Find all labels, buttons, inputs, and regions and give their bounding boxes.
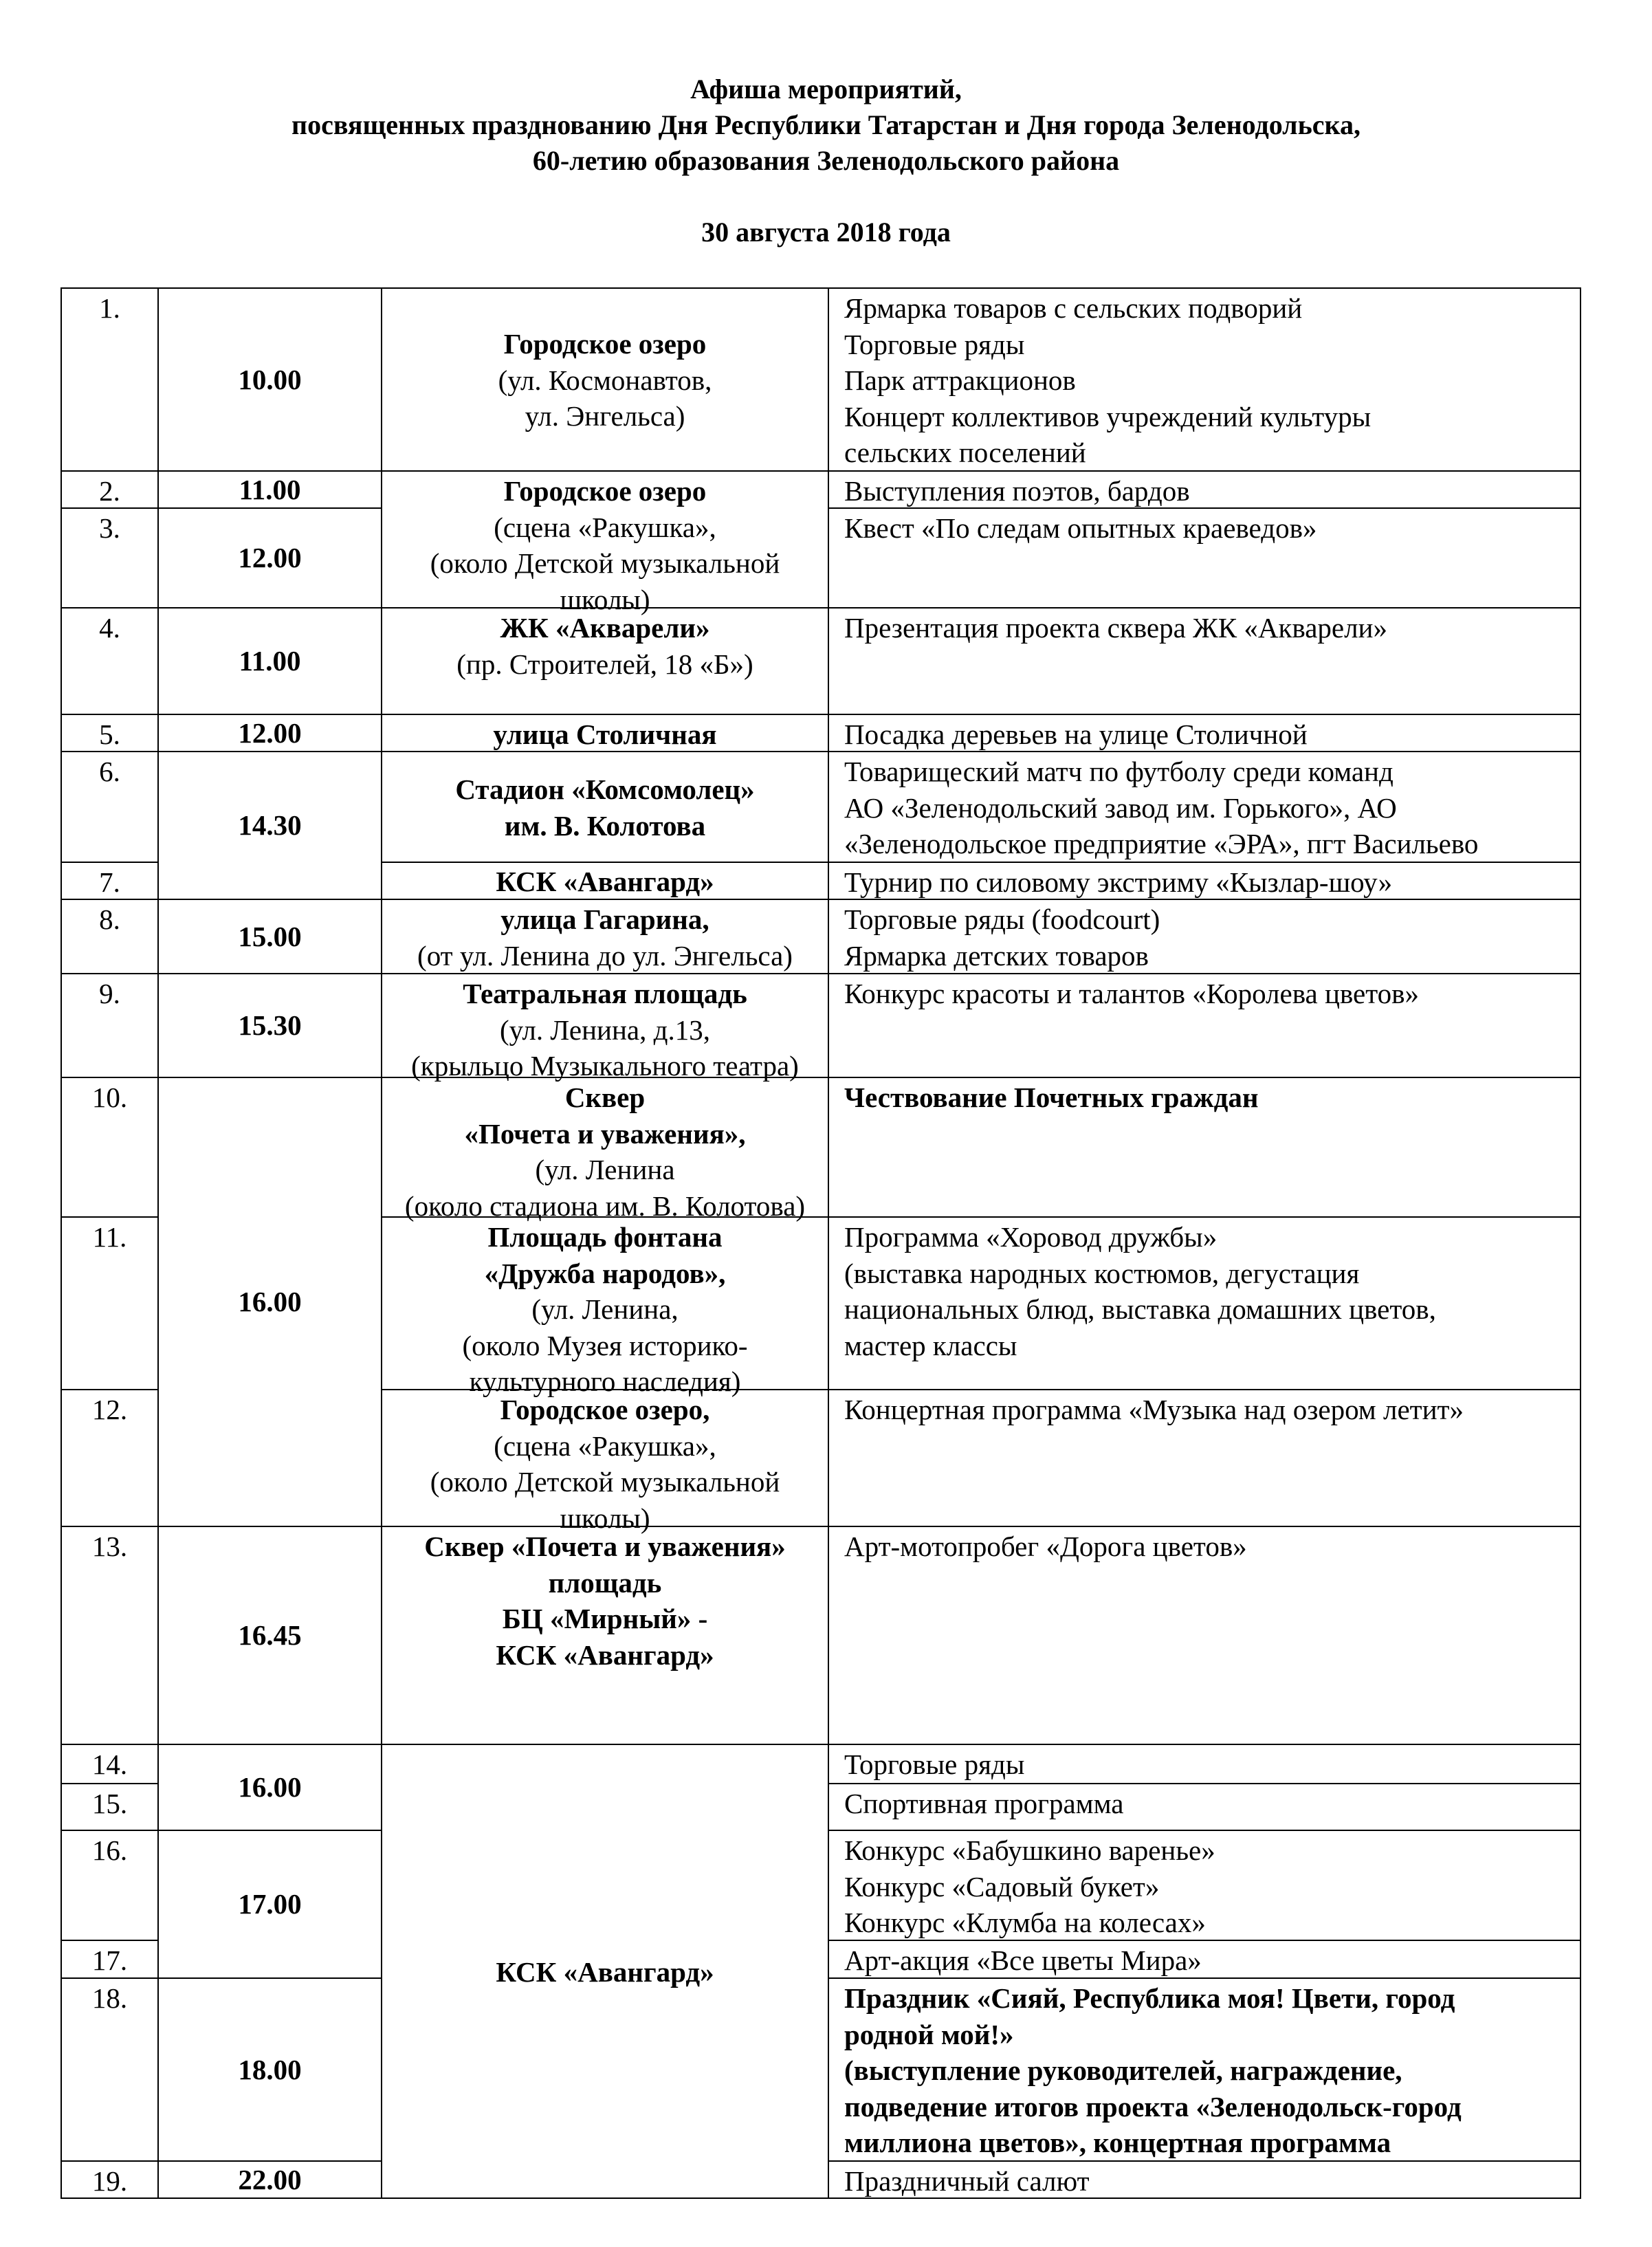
event-time: 15.30 (238, 1009, 302, 1042)
venue-address: (около Детской музыкальной (430, 1466, 780, 1498)
event-description: миллиона цветов», концертная программа (844, 2127, 1391, 2158)
event-description: Ярмарка товаров с сельских подворий (844, 292, 1303, 324)
venue-cell (381, 470, 829, 615)
venue-name: Городское озеро (503, 475, 707, 507)
event-description: (выступление руководителей, награждение, (844, 2054, 1402, 2086)
venue-address: школы) (560, 583, 650, 615)
event-description: Парк аттракционов (844, 364, 1076, 396)
venue-address: (от ул. Ленина до ул. Энгельса) (417, 939, 793, 972)
row-number-cell (60, 1216, 159, 1390)
venue-name: Сквер «Почета и уважения» (424, 1531, 786, 1562)
venue-name: Городское озеро, (500, 1394, 710, 1425)
row-number: 16. (91, 1834, 128, 1866)
event-description: Концертная программа «Музыка над озером летит» (844, 1394, 1464, 1425)
event-description-cell (828, 607, 1581, 715)
event-description-cell (828, 862, 1581, 900)
row-number: 5. (99, 719, 120, 750)
row-number: 9. (99, 978, 120, 1009)
venue-name: Городское озеро (503, 328, 707, 360)
time-cell (157, 751, 382, 900)
event-time: 14.30 (238, 809, 302, 842)
venue-address: (около Детской музыкальной (430, 547, 780, 579)
event-description: сельских поселений (844, 437, 1086, 468)
row-number-cell (60, 899, 159, 974)
event-description: Презентация проекта сквера ЖК «Акварели» (844, 612, 1387, 644)
venue-name: Площадь фонтана (487, 1221, 723, 1253)
row-number: 14. (91, 1749, 128, 1780)
venue-cell (381, 1744, 829, 2199)
event-time: 22.00 (238, 2163, 302, 2195)
venue-address: (сцена «Ракушка», (494, 1429, 716, 1462)
time-cell (157, 1744, 382, 1831)
venue-cell (381, 1526, 829, 1745)
venue-name: «Почета и уважения», (464, 1117, 746, 1150)
event-description: Чествование Почетных граждан (844, 1082, 1259, 1113)
row-number-cell (60, 1077, 159, 1218)
event-description: Торговые ряды (844, 328, 1025, 360)
event-time: 11.00 (239, 645, 301, 677)
venue-name: Сквер (564, 1082, 646, 1113)
venue-address: (около Музея историко- (462, 1329, 748, 1361)
row-number-cell (60, 1744, 159, 1784)
row-number: 10. (91, 1082, 128, 1113)
event-time: 16.45 (238, 1619, 302, 1652)
venue-name: БЦ «Мирный» - (502, 1603, 708, 1634)
event-description: Квест «По следам опытных краеведов» (844, 512, 1317, 544)
event-time: 11.00 (239, 473, 301, 505)
venue-address: школы) (560, 1502, 650, 1534)
event-time: 10.00 (238, 363, 302, 395)
event-description: национальных блюд, выставка домашних цветов, (844, 1293, 1436, 1325)
row-number: 19. (91, 2165, 128, 2197)
venue-cell (381, 751, 829, 863)
venue-name: КСК «Авангард» (496, 865, 714, 897)
event-description-cell (828, 1389, 1581, 1527)
event-description: подведение итогов проекта «Зеленодольск-город (844, 2090, 1462, 2123)
event-description: Товарищеский матч по футболу среди команд (844, 756, 1394, 787)
time-cell (157, 1830, 382, 1979)
event-description: Ярмарка детских товаров (844, 939, 1149, 972)
event-description-cell (828, 507, 1581, 609)
event-time: 18.00 (238, 2053, 302, 2085)
row-number-cell (60, 607, 159, 715)
event-description-cell (828, 1783, 1581, 1831)
event-description-cell (828, 1077, 1581, 1218)
event-description: АО «Зеленодольский завод им. Горького», АО (844, 791, 1397, 824)
venue-cell (381, 973, 829, 1082)
venue-name: КСК «Авангард» (496, 1638, 714, 1671)
time-cell (157, 507, 382, 609)
time-cell (157, 607, 382, 715)
event-description-cell (828, 751, 1581, 863)
time-cell (157, 899, 382, 974)
event-description: Праздник «Сияй, Республика моя! Цвети, город (844, 1982, 1455, 2014)
row-number: 11. (92, 1221, 127, 1253)
row-number-cell (60, 862, 159, 900)
venue-cell (381, 287, 829, 472)
event-time: 17.00 (238, 1888, 302, 1920)
venue-address: (ул. Космонавтов, (498, 364, 712, 396)
event-time: 12.00 (238, 716, 302, 749)
event-description-cell (828, 470, 1581, 509)
row-number-cell (60, 507, 159, 609)
event-description-cell (828, 1216, 1581, 1390)
row-number-cell (60, 1526, 159, 1745)
venue-name: КСК «Авангард» (496, 1955, 714, 1988)
event-description-cell (828, 1940, 1581, 1979)
event-description: Конкурс «Бабушкино варенье» (844, 1834, 1215, 1866)
event-description: Арт-акция «Все цветы Мира» (844, 1944, 1202, 1976)
event-description: Арт-мотопробег «Дорога цветов» (844, 1531, 1247, 1562)
row-number: 15. (91, 1788, 128, 1819)
event-time: 16.00 (238, 1286, 302, 1318)
row-number-cell (60, 751, 159, 863)
document-title (0, 72, 1652, 179)
event-time: 12.00 (238, 542, 302, 574)
venue-name: ЖК «Акварели» (500, 612, 710, 644)
row-number: 4. (99, 612, 120, 644)
venue-name: Стадион «Комсомолец» (455, 774, 755, 805)
event-description: Спортивная программа (844, 1788, 1124, 1819)
title-line-3: 60-летию образования Зеленодольского района (532, 145, 1120, 176)
venue-name: им. В. Колотова (504, 809, 706, 842)
title-line-1: Афиша мероприятий, (690, 74, 962, 105)
row-number: 8. (99, 903, 120, 935)
row-number-cell (60, 1977, 159, 2162)
row-number-cell (60, 2160, 159, 2199)
event-description: родной мой!» (844, 2018, 1014, 2050)
event-description: Программа «Хоровод дружбы» (844, 1221, 1218, 1253)
event-description: «Зеленодольское предприятие «ЭРА», пгт Васильево (844, 828, 1479, 859)
row-number-cell (60, 287, 159, 472)
row-number-cell (60, 1940, 159, 1979)
event-description-cell (828, 1744, 1581, 1784)
event-description-cell (828, 2160, 1581, 2199)
row-number-cell (60, 973, 159, 1078)
venue-cell (381, 862, 829, 900)
time-cell (157, 2160, 382, 2199)
venue-address: (пр. Строителей, 18 «Б») (456, 648, 753, 680)
venue-cell (381, 1077, 829, 1222)
event-description-cell (828, 973, 1581, 1078)
event-description-cell (828, 287, 1581, 472)
event-description-cell (828, 1977, 1581, 2162)
event-description: (выставка народных костюмов, дегустация (844, 1257, 1360, 1289)
venue-name: улица Гагарина, (500, 903, 709, 935)
event-description: Конкурс красоты и талантов «Королева цветов» (844, 978, 1419, 1009)
venue-name: улица Столичная (493, 719, 717, 750)
venue-name: Театральная площадь (463, 978, 747, 1009)
title-line-2: посвященных празднованию Дня Республики Татарстан и Дня города Зеленодольска, (291, 109, 1361, 140)
event-description: Конкурс «Садовый букет» (844, 1870, 1160, 1903)
venue-address: (ул. Ленина, (531, 1293, 679, 1325)
row-number-cell (60, 470, 159, 509)
row-number-cell (60, 1830, 159, 1941)
row-number-cell (60, 1783, 159, 1831)
event-time: 15.00 (238, 920, 302, 952)
row-number-cell (60, 1389, 159, 1527)
venue-cell (381, 899, 829, 974)
row-number: 2. (99, 475, 120, 507)
event-description: Праздничный салют (844, 2165, 1090, 2197)
venue-address: (крыльцо Музыкального театра) (411, 1050, 799, 1082)
event-description: Концерт коллективов учреждений культуры (844, 400, 1372, 432)
venue-address: (ул. Ленина, д.13, (500, 1013, 710, 1046)
time-cell (157, 1977, 382, 2162)
venue-cell (381, 607, 829, 715)
venue-name: площадь (548, 1566, 662, 1599)
venue-cell (381, 1216, 829, 1397)
venue-address: (сцена «Ракушка», (494, 511, 716, 543)
row-number: 3. (99, 512, 120, 544)
venue-name: «Дружба народов», (484, 1257, 726, 1289)
event-description: Конкурс «Клумба на колесах» (844, 1907, 1206, 1938)
event-description: мастер классы (844, 1329, 1017, 1361)
row-number: 6. (99, 756, 120, 787)
event-description-cell (828, 1830, 1581, 1941)
time-cell (157, 287, 382, 472)
time-cell (157, 973, 382, 1078)
time-cell (157, 470, 382, 509)
row-number: 1. (99, 292, 120, 324)
time-cell (157, 714, 382, 752)
event-description: Посадка деревьев на улице Столичной (844, 719, 1308, 750)
row-number: 17. (91, 1944, 128, 1976)
event-description: Турнир по силовому экстриму «Кызлар-шоу» (844, 866, 1393, 898)
event-description-cell (828, 1526, 1581, 1745)
time-cell (157, 1077, 382, 1527)
row-number-cell (60, 714, 159, 752)
venue-address: (ул. Ленина (535, 1154, 675, 1185)
row-number: 18. (91, 1982, 128, 2014)
row-number: 12. (91, 1394, 128, 1425)
row-number: 13. (91, 1531, 128, 1562)
event-time: 16.00 (238, 1771, 302, 1804)
event-description-cell (828, 899, 1581, 974)
event-description: Торговые ряды (844, 1749, 1025, 1780)
event-description: Торговые ряды (foodcourt) (844, 903, 1160, 935)
venue-address: (около стадиона им. В. Колотова) (404, 1190, 806, 1222)
row-number: 7. (99, 866, 120, 898)
event-description-cell (828, 714, 1581, 752)
event-description: Выступления поэтов, бардов (844, 475, 1190, 507)
venue-cell (381, 1389, 829, 1534)
venue-address: культурного наследия) (469, 1366, 741, 1397)
venue-address: ул. Энгельса) (525, 400, 685, 432)
event-date: 30 августа 2018 года (701, 217, 951, 248)
time-cell (157, 1526, 382, 1745)
venue-cell (381, 714, 829, 752)
